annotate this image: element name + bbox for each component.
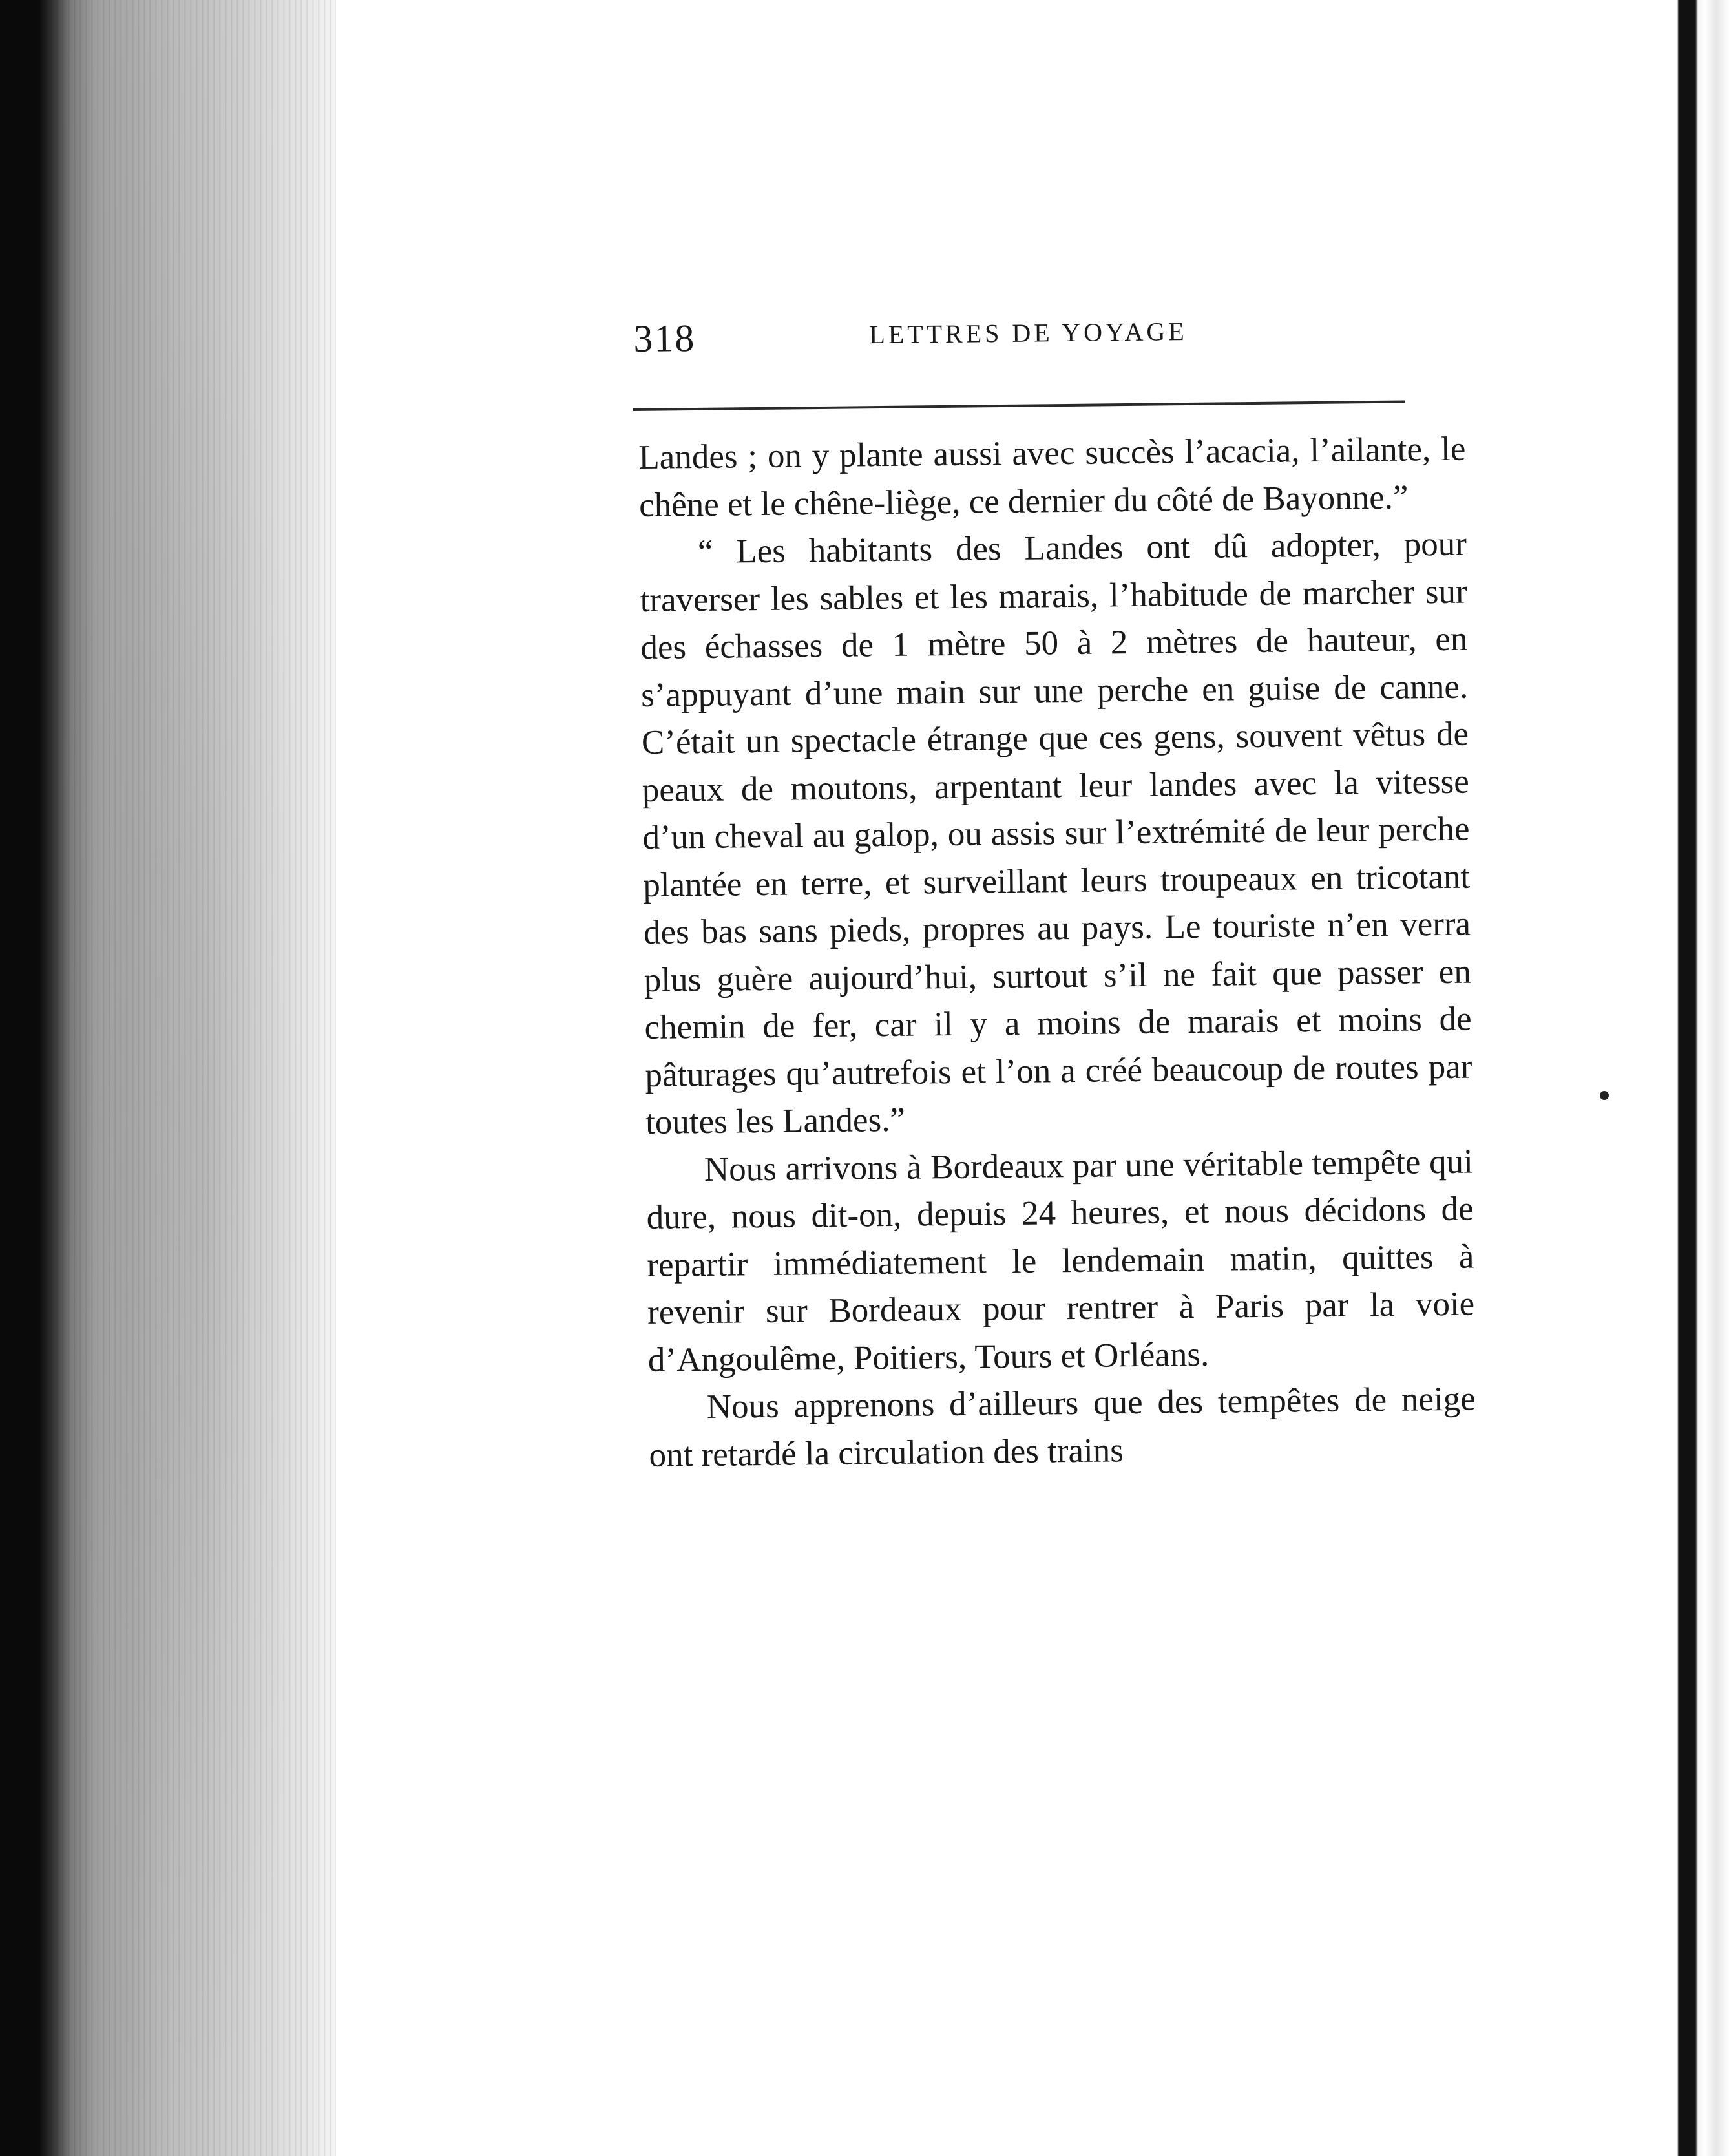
binding-border bbox=[1664, 0, 1729, 2156]
page-edge-shading bbox=[65, 0, 297, 2156]
page-number: 318 bbox=[633, 316, 696, 360]
paragraph: Nous apprenons d’ailleurs que des tempêtes de neige ont retardé la circulation des trains bbox=[649, 1380, 1476, 1474]
ink-speck bbox=[1600, 1091, 1609, 1100]
body-text bbox=[638, 426, 1476, 1479]
running-title: LETTRES DE YOYAGE bbox=[869, 317, 1188, 350]
paragraph: Nous arrivons à Bordeaux par une véritable tempête qui dure, nous dit-on, depuis 24 heures, et nous décidons de repartir immédiatement le lendemain matin, quittes à revenir sur Bordeaux pour rentrer à Paris par la voie d’Angoulême, Poitiers, Tours et Orléans. bbox=[646, 1143, 1475, 1379]
page-edges bbox=[0, 0, 336, 2156]
page-header bbox=[633, 308, 1493, 388]
paragraph: Landes ; on y plante aussi avec succès l’acacia, l’ailante, le chêne et le chêne-liège, ce dernier du côté de Bayonne.” bbox=[638, 430, 1466, 524]
edge-blot bbox=[336, 317, 362, 340]
paragraph: “ Les habitants des Landes ont dû adopter, pour traverser les sables et les marais, l’habitude de marcher sur des échasses de 1 mètre 50 à 2 mètres de hauteur, en s’appuyant d’une main sur une perche en guise de canne. C’était un spectacle étrange que ces gens, souvent vêtus de peaux de moutons, arpentant leur landes avec la vitesse d’un cheval au galop, ou assis sur l’extrémité de leur perche plantée en terre, et surveillant leurs troupeaux en tricotant des bas sans pieds, propres au pays. Le touriste n’en verra plus guère aujourd’hui, surtout s’il ne fait que passer en chemin de fer, car il y a moins de marais et moins de pâturages qu’autrefois et l’on a créé beaucoup de routes par toutes les Landes.” bbox=[640, 525, 1472, 1141]
edge-blot bbox=[404, 1887, 419, 1939]
header-rule bbox=[633, 400, 1405, 411]
book-page bbox=[633, 316, 1493, 1474]
